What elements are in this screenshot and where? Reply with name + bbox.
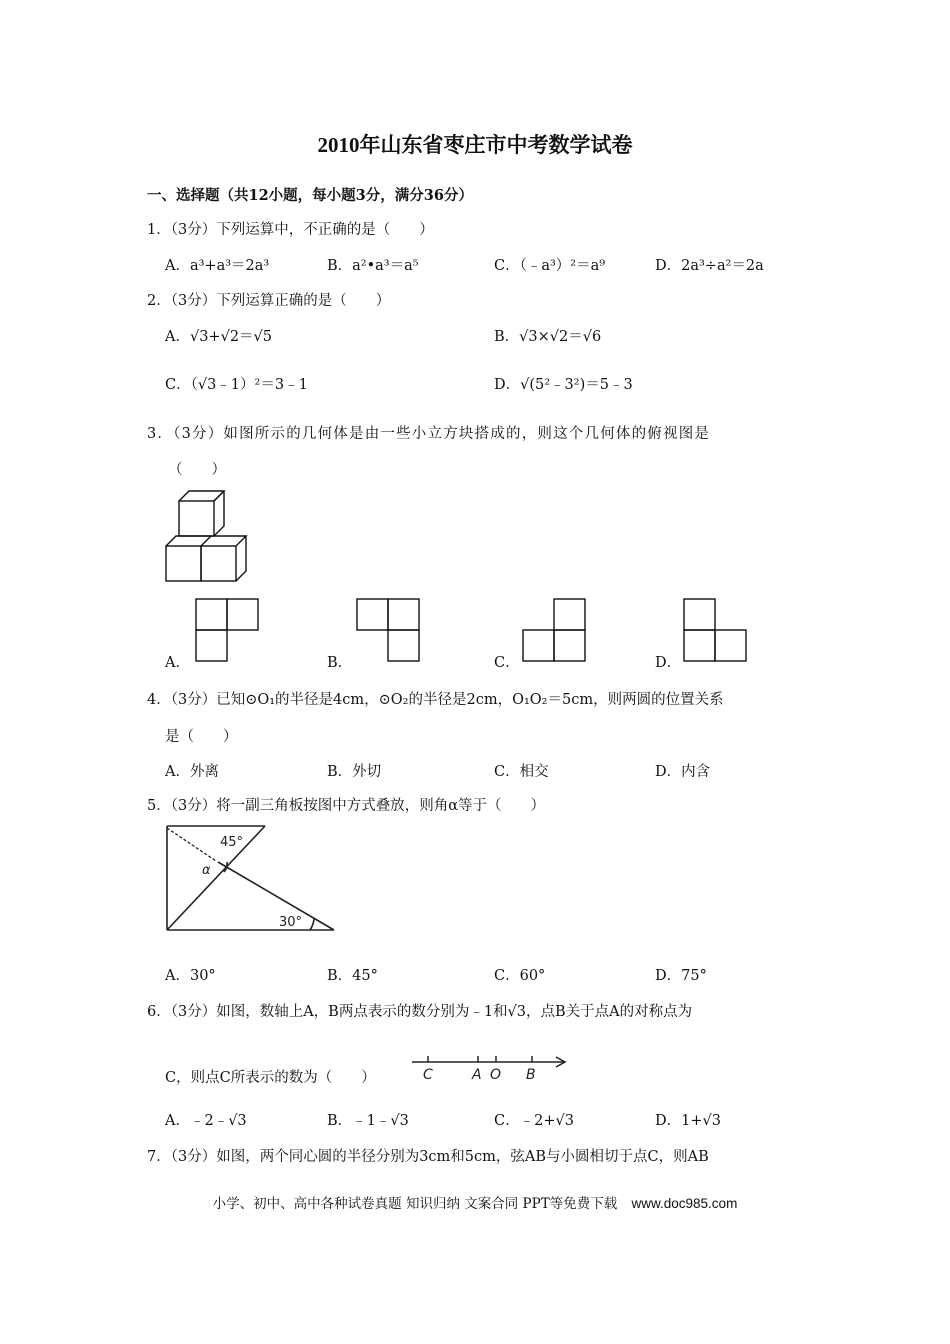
q6-option-b: B．﹣1﹣√3 (327, 1113, 409, 1129)
question-3-stem: 3．（3分）如图所示的几何体是由一些小立方块搭成的，则这个几何体的俯视图是 (147, 426, 711, 442)
q6-option-a: A．﹣2﹣√3 (165, 1113, 247, 1129)
q4-option-c: C．相交 (494, 764, 549, 780)
number-line-figure (408, 1052, 572, 1082)
q5-option-b: B．45° (327, 968, 378, 984)
question-1-stem: 1．（3分）下列运算中，不正确的是（ ） (147, 222, 434, 238)
q4-option-b: B．外切 (327, 764, 382, 780)
footer-url[interactable]: www.doc985.com (631, 1196, 738, 1211)
question-3-paren: （ ） (168, 462, 226, 478)
question-6-stem: 6．（3分）如图，数轴上A，B两点表示的数分别为﹣1和√3，点B关于点A的对称点为 (147, 1004, 693, 1020)
question-4-stem: 4．（3分）已知⊙O₁的半径是4cm，⊙O₂的半径是2cm，O₁O₂＝5cm，则两圆的位置关系 (147, 692, 724, 708)
axis-label-a: A (472, 1067, 482, 1082)
q6-option-c: C．﹣2+√3 (494, 1113, 574, 1129)
axis-label-b: B (526, 1067, 536, 1082)
q6-option-d: D．1+√3 (655, 1113, 721, 1129)
angle-30-label: 30° (279, 915, 303, 930)
q3-option-d: D． (655, 655, 682, 671)
q5-option-c: C．60° (494, 968, 546, 984)
q3-option-b-figure (355, 597, 421, 663)
q3-option-c: C． (494, 655, 520, 671)
triangle-set-figure (160, 820, 340, 938)
q2-option-a: A．√3+√2＝√5 (165, 329, 273, 345)
q2-option-d: D．√(5²﹣3²)＝5﹣3 (494, 377, 633, 393)
question-4-stem-cont: 是（ ） (165, 729, 238, 745)
q3-option-a-figure (194, 597, 260, 663)
q5-option-d: D．75° (655, 968, 707, 984)
axis-label-o: O (490, 1067, 502, 1082)
question-2-stem: 2．（3分）下列运算正确的是（ ） (147, 293, 391, 309)
q4-option-d: D．内含 (655, 764, 711, 780)
page-title: 2010年山东省枣庄市中考数学试卷 (317, 133, 633, 157)
page-footer (0, 1192, 950, 1212)
q5-option-a: A．30° (165, 968, 216, 984)
footer-text: 小学、初中、高中各种试卷真题 知识归纳 文案合同 PPT等免费下载 (212, 1196, 618, 1212)
q1-option-c: C．（﹣a³）²＝a⁹ (494, 258, 606, 274)
q3-option-c-figure (521, 597, 587, 663)
q1-option-d: D．2a³÷a²＝2a (655, 258, 764, 274)
q3-option-d-figure (682, 597, 748, 663)
q4-option-a: A．外离 (165, 764, 219, 780)
angle-45-label: 45° (220, 835, 244, 850)
section-heading: 一、选择题（共12小题，每小题3分，满分36分） (147, 187, 473, 204)
q2-option-b: B．√3×√2＝√6 (494, 329, 602, 345)
q1-option-a: A．a³+a³＝2a³ (165, 258, 270, 274)
axis-label-c: C (423, 1067, 433, 1082)
question-7-stem: 7．（3分）如图，两个同心圆的半径分别为3cm和5cm，弦AB与小圆相切于点C，则AB (147, 1149, 709, 1165)
angle-alpha-label: α (202, 863, 211, 878)
question-6-stem-cont: C，则点C所表示的数为（ ） (165, 1070, 376, 1086)
q3-option-b: B． (327, 655, 353, 671)
question-5-stem: 5．（3分）将一副三角板按图中方式叠放，则角α等于（ ） (147, 798, 545, 814)
q2-option-c: C．（√3﹣1）²＝3﹣1 (165, 377, 308, 393)
q3-option-a: A． (165, 655, 190, 671)
q1-option-b: B．a²•a³＝a⁵ (327, 258, 419, 274)
cube-solid-figure (160, 486, 252, 584)
